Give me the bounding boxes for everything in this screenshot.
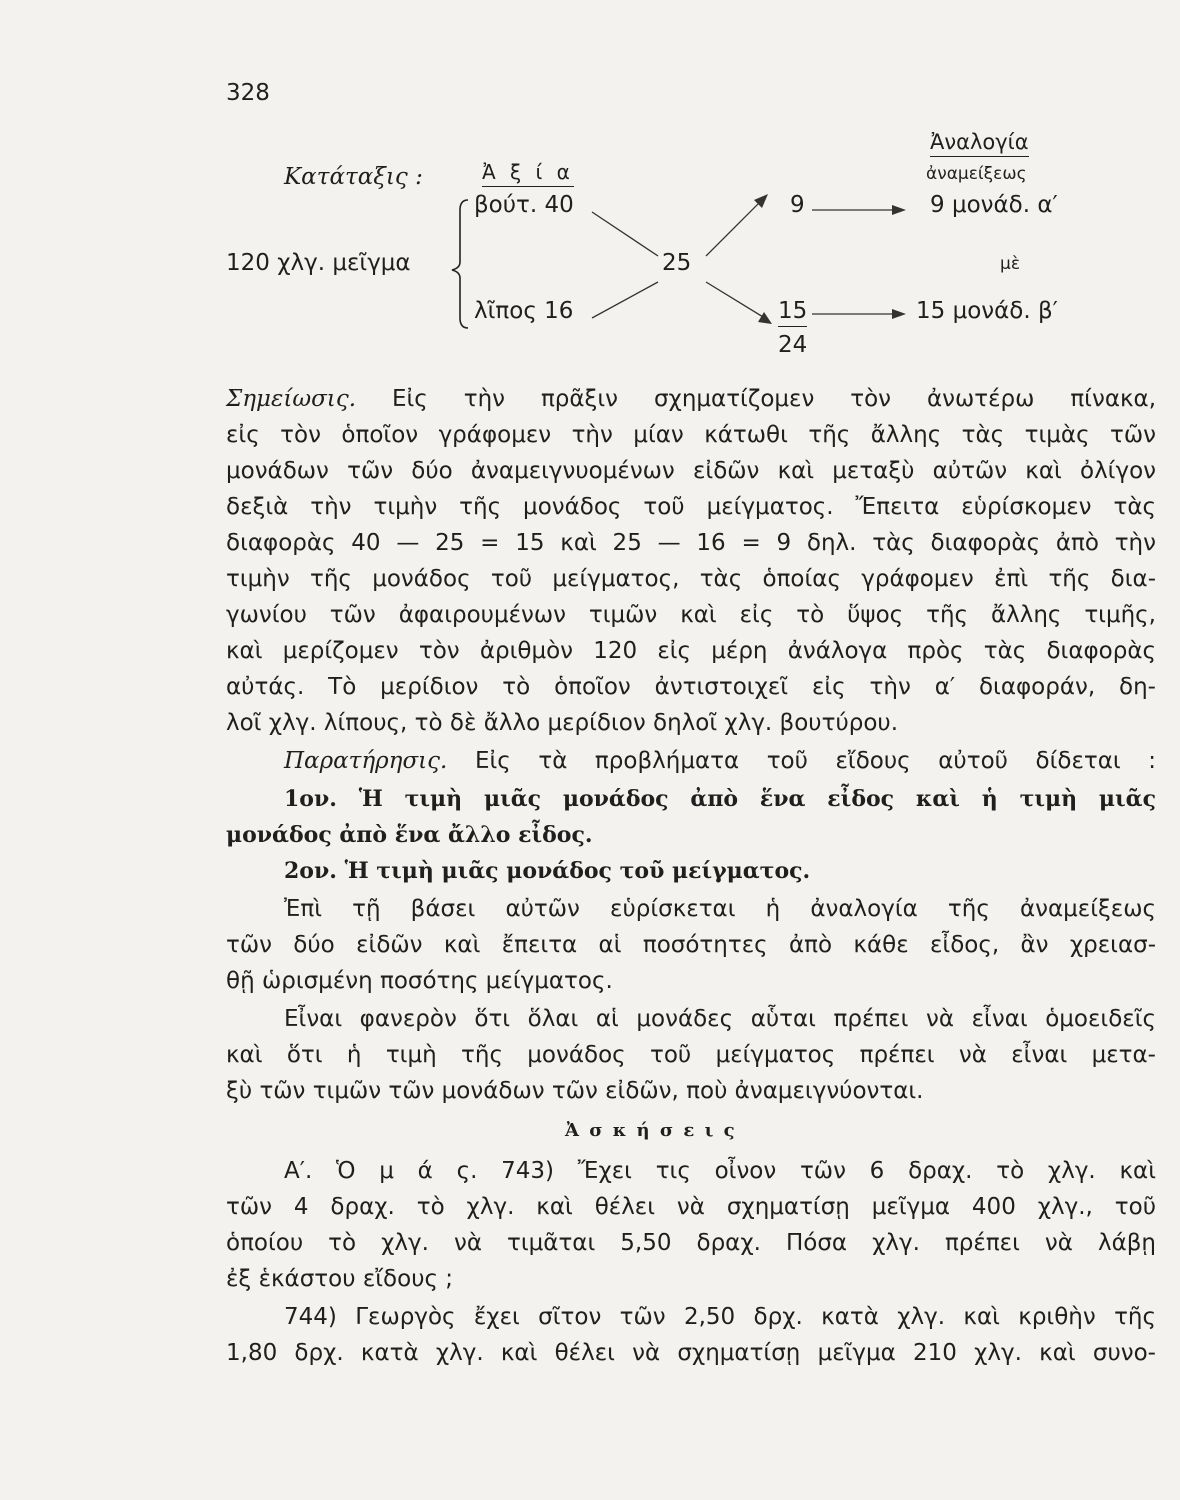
observation-point-1-line-1: 1ον. Ἡ τιμὴ μιᾶς μονάδος ἀπὸ ἕνα εἶδος καὶ ἡ τιμὴ μιᾶς [284, 786, 1156, 812]
diagonal-bottom-left [592, 282, 658, 318]
observation-point-2: 2ον. Ἡ τιμὴ μιᾶς μονάδος τοῦ μείγματος. [284, 858, 811, 884]
with-label: μὲ [1000, 254, 1021, 274]
observation-point-1-line-2: μονάδος ἀπὸ ἕνα ἄλλο εἶδος. [226, 822, 593, 848]
mix-price: 25 [662, 250, 692, 276]
diagonal-top-left [592, 212, 658, 256]
arrowhead-2 [892, 309, 906, 319]
para-1-line-1: Ἐπὶ τῇ βάσει αὐτῶν εὑρίσκεται ἡ ἀναλογία τῆς ἀναμείξεως [284, 896, 1156, 922]
diagram-lines [0, 0, 1180, 380]
page-number: 328 [226, 80, 270, 106]
arrowhead-1 [892, 205, 906, 215]
para-2-line-1: Εἶναι φανερὸν ὅτι ὅλαι αἱ μονάδες αὗται πρέπει νὰ εἶναι ὁμοειδεῖς [284, 1006, 1156, 1032]
ex-743-line-4: ἐξ ἑκάστου εἴδους ; [226, 1266, 454, 1292]
note-line-8: καὶ μερίζομεν τὸν ἀριθμὸν 120 εἰς μέρη ἀνάλογα πρὸς τὰς διαφορὰς [226, 638, 1156, 664]
ex-743-line-2: τῶν 4 δραχ. τὸ χλγ. καὶ θέλει νὰ σχηματίσῃ μεῖγμα 400 χλγ., τοῦ [226, 1194, 1156, 1220]
note-line-7: γωνίου τῶν ἀφαιρουμένων τιμῶν καὶ εἰς τὸ ὕψος τῆς ἄλλης τιμῆς, [226, 602, 1156, 628]
note-line-1: Σημείωσις. Εἰς τὴν πρᾶξιν σχηματίζομεν τὸν ἀνωτέρω πίνακα, [226, 386, 1157, 412]
observation-line: Παρατήρησις. Εἰς τὰ προβλήματα τοῦ εἴδους αὐτοῦ δίδεται : [284, 748, 1157, 774]
ratio-header-1: Ἀναλογία [930, 130, 1029, 157]
difference-sum: 24 [778, 332, 808, 358]
note-line-4: δεξιὰ τὴν τιμὴν τῆς μονάδος τοῦ μείγματος. Ἔπειτα εὑρίσκομεν τὰς [226, 494, 1156, 520]
left-brace [452, 200, 468, 328]
difference-1: 9 [790, 192, 805, 218]
ex-743-line-1: Α′. Ὁ μ ά ς. 743) Ἔχει τις οἶνον τῶν 6 δραχ. τὸ χλγ. καὶ [284, 1158, 1156, 1184]
note-line-3: μονάδων τῶν δύο ἀναμειγνυομένων εἰδῶν καὶ μεταξὺ αὐτῶν καὶ ὀλίγον [226, 458, 1156, 484]
para-2-line-2: καὶ ὅτι ἡ τιμὴ τῆς μονάδος τοῦ μείγματος πρέπει νὰ εἶναι μετα- [226, 1042, 1156, 1068]
item-fat: λῖπος 16 [474, 298, 574, 324]
mixture-label: 120 χλγ. μεῖγμα [226, 250, 411, 276]
ex-744-line-1: 744) Γεωργὸς ἔχει σῖτον τῶν 2,50 δρχ. κατὰ χλγ. καὶ κριθὴν τῆς [284, 1304, 1156, 1330]
value-header: Ἀ ξ ί α [482, 160, 574, 187]
diagram-title: Κατάταξις : [284, 164, 423, 190]
note-line-6: τιμὴν τῆς μονάδος τοῦ μείγματος, τὰς ὁποίας γράφομεν ἐπὶ τῆς δια- [226, 566, 1156, 592]
observation-label: Παρατήρησις. [284, 748, 448, 774]
note-label: Σημείωσις. [226, 386, 357, 412]
note-line-9: αὐτάς. Τὸ μερίδιον τὸ ὁποῖον ἀντιστοιχεῖ εἰς τὴν α′ διαφοράν, δη- [226, 674, 1156, 700]
para-1-line-2: τῶν δύο εἰδῶν καὶ ἔπειτα αἱ ποσότητες ἀπὸ κάθε εἶδος, ἂν χρειασ- [226, 932, 1156, 958]
note-line-2: εἰς τὸν ὁποῖον γράφομεν τὴν μίαν κάτωθι τῆς ἄλλης τὰς τιμὰς τῶν [226, 422, 1156, 448]
exercises-heading: Ἀ σ κ ή σ ε ι ς [565, 1120, 737, 1141]
difference-2: 15 [778, 298, 807, 327]
ex-744-line-2: 1,80 δρχ. κατὰ χλγ. καὶ θέλει νὰ σχηματίσῃ μεῖγμα 210 χλγ. καὶ συνο- [226, 1340, 1156, 1366]
result-2: 15 μονάδ. β′ [916, 298, 1058, 324]
note-line-5: διαφορὰς 40 — 25 = 15 καὶ 25 — 16 = 9 δηλ. τὰς διαφορὰς ἀπὸ τὴν [226, 530, 1156, 556]
diagonal-down-right [706, 282, 768, 320]
para-2-line-3: ξὺ τῶν τιμῶν τῶν μονάδων τῶν εἰδῶν, ποὺ ἀναμειγνύονται. [226, 1078, 924, 1104]
result-1: 9 μονάδ. α′ [930, 192, 1058, 218]
arrowhead-down-right [758, 312, 772, 324]
ex-743-line-3: ὁποίου τὸ χλγ. νὰ τιμᾶται 5,50 δραχ. Πόσα χλγ. πρέπει νὰ λάβῃ [226, 1230, 1156, 1256]
diagonal-up-right [706, 198, 764, 256]
note-line-10: λοῖ χλγ. λίπους, τὸ δὲ ἄλλο μερίδιον δηλοῖ χλγ. βουτύρου. [226, 710, 899, 736]
item-butter: βούτ. 40 [474, 192, 574, 218]
ratio-header-2: ἀναμείξεως [926, 164, 1027, 184]
para-1-line-3: θῇ ὡρισμένη ποσότης μείγματος. [226, 968, 613, 994]
